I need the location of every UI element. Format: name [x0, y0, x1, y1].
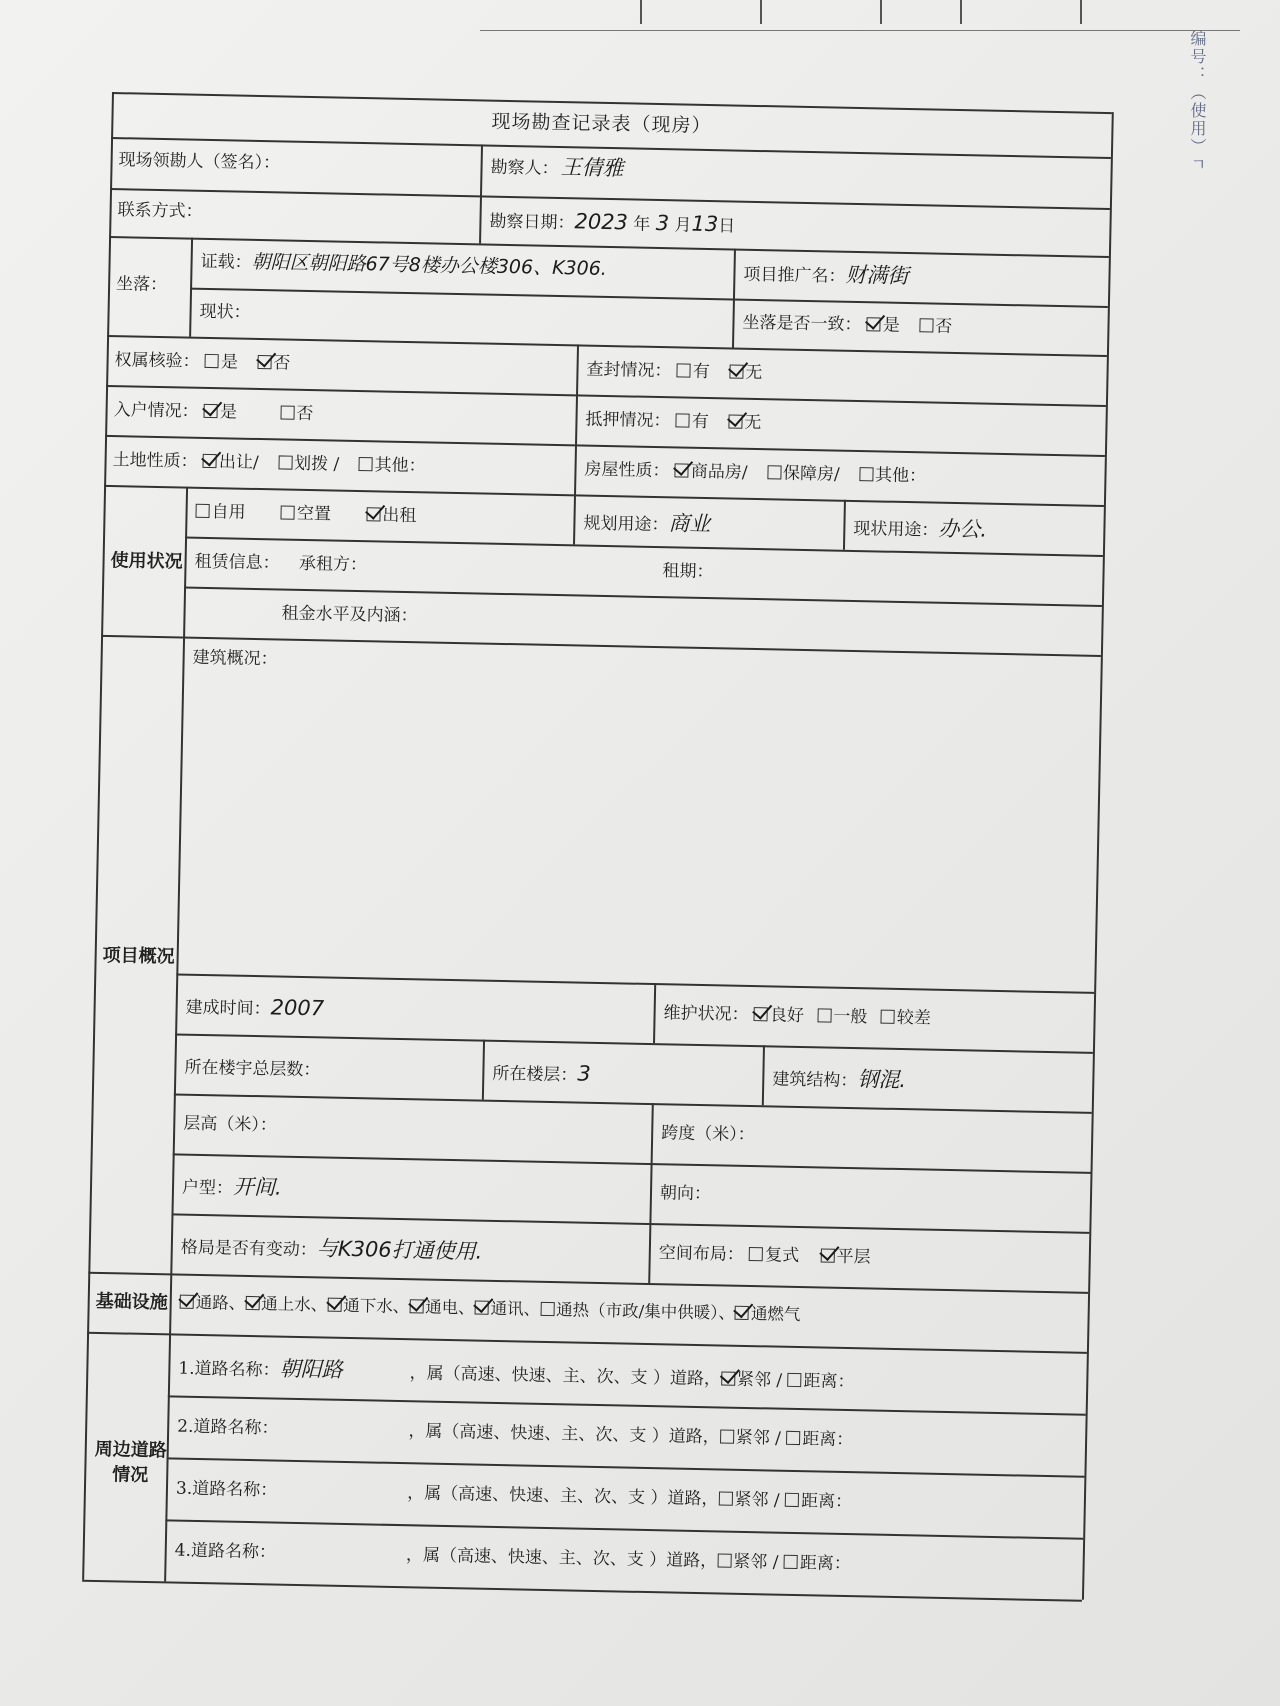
ownership-no-option[interactable]: 否 [257, 353, 290, 374]
house-label: 房屋性质： [584, 459, 670, 482]
lease-field [194, 551, 368, 576]
checkbox-icon [717, 1553, 731, 1567]
seal-no-option[interactable]: 无 [729, 362, 762, 383]
land-option-allocation[interactable]: 划拨 / [278, 453, 340, 474]
location-label: 坐落： [115, 274, 168, 296]
land-field [112, 452, 439, 476]
checkbox-icon [180, 1295, 194, 1309]
space-layout-field [659, 1245, 885, 1267]
structure-value: 钢混. [857, 1067, 907, 1093]
checkbox-icon [204, 404, 218, 418]
road-name-value [276, 1558, 406, 1561]
cert-value: 朝阳区朝阳路67号8楼办公楼306、K306. [251, 250, 608, 280]
checkbox-icon [749, 1247, 763, 1261]
date-month: 3 [655, 210, 670, 236]
road-distance-option[interactable]: 距离： [785, 1491, 852, 1512]
checkbox-icon [817, 1008, 831, 1022]
road-distance-option[interactable]: 距离： [784, 1553, 851, 1574]
checkbox-icon [859, 467, 873, 481]
layout-change-value: 与K306打通使用. [316, 1236, 483, 1264]
checkbox-icon [784, 1555, 798, 1569]
unit-type-label: 户型： [181, 1177, 234, 1199]
infrastructure-options [180, 1292, 801, 1325]
checkbox-icon [409, 1299, 423, 1313]
checkbox-icon [720, 1429, 734, 1443]
structure-label: 建筑结构： [772, 1069, 858, 1092]
road-adjacent-option[interactable]: 紧邻 [718, 1489, 768, 1510]
infrastructure-label: 基础设施 [95, 1290, 168, 1314]
structure-field [772, 1067, 906, 1091]
usage-options [195, 504, 430, 526]
cert-label: 证载： [200, 251, 252, 273]
infra-option-telecom[interactable]: 通讯、 [474, 1299, 540, 1319]
project-name-value: 财满街 [845, 262, 909, 289]
checkbox-icon [475, 1301, 489, 1315]
current-use-value: 办公. [938, 516, 988, 542]
maintenance-field [663, 1005, 945, 1028]
road-row-2: 2.道路名称： ，属（高速、快速、主、次、支 ）道路， 紧邻 / 距离： [177, 1416, 854, 1451]
built-time-value: 2007 [270, 995, 325, 1021]
date-year: 2023 [574, 209, 629, 235]
built-time-field [185, 996, 324, 1020]
layout-change-field [181, 1236, 483, 1263]
checkbox-icon [257, 355, 271, 369]
planned-use-label: 规划用途： [583, 513, 669, 536]
lease-label: 租赁信息： [194, 551, 280, 574]
house-option-other[interactable]: 其他： [859, 465, 926, 486]
checkbox-icon [754, 1007, 768, 1021]
checkbox-icon [278, 455, 292, 469]
checkbox-icon [867, 317, 881, 331]
checkbox-icon [675, 463, 689, 477]
space-option-duplex[interactable]: 复式 [749, 1245, 799, 1266]
floor-field [492, 1062, 591, 1085]
inspection-form [82, 92, 1216, 1626]
ownership-yes-option[interactable]: 是 [205, 352, 238, 373]
checkbox-icon [366, 507, 380, 521]
guide-label: 现场领勘人（签名）： [118, 150, 281, 174]
unit-type-field [182, 1176, 282, 1199]
infra-option-road[interactable]: 通路、 [180, 1293, 246, 1313]
maintenance-label: 维护状况： [663, 1003, 749, 1025]
mortgage-yes-option[interactable]: 有 [676, 411, 709, 432]
form-title: 现场勘查记录表（现房） [491, 110, 712, 138]
date-day-unit: 日 [718, 216, 736, 237]
date-label: 勘察日期： [489, 211, 575, 234]
checkbox-icon [728, 414, 742, 428]
usage-label: 使用状况 [110, 550, 183, 573]
checkbox-icon [718, 1491, 732, 1505]
consistent-yes-option[interactable]: 是 [867, 315, 900, 336]
infra-option-drainage[interactable]: 通下水、 [327, 1296, 409, 1317]
entry-label: 入户情况： [113, 400, 199, 422]
land-label: 土地性质： [112, 450, 198, 472]
checkbox-icon [245, 1296, 259, 1310]
entry-yes-option[interactable]: 是 [204, 402, 237, 423]
entry-no-option[interactable]: 否 [280, 403, 313, 424]
checkbox-icon [205, 354, 219, 368]
built-time-label: 建成时间： [185, 997, 271, 1020]
house-option-affordable[interactable]: 保障房/ [767, 463, 840, 484]
checkbox-icon [327, 1298, 341, 1312]
checkbox-icon [787, 1373, 801, 1387]
entry-field [113, 402, 327, 423]
mortgage-field [585, 409, 775, 434]
cert-field [200, 252, 607, 279]
seal-yes-option[interactable]: 有 [677, 361, 710, 382]
seal-field [586, 359, 776, 384]
usage-option-vacant[interactable]: 空置 [281, 503, 331, 524]
road-row-1: 1.道路名称：朝阳路 ，属（高速、快速、主、次、支 ）道路， 紧邻 / 距离： [178, 1356, 855, 1393]
maintenance-option-poor[interactable]: 较差 [881, 1008, 931, 1029]
seal-label: 查封情况： [586, 359, 672, 382]
road-adjacent-option[interactable]: 紧邻 [721, 1369, 771, 1390]
rent-label: 租金水平及内涵： [281, 603, 418, 627]
total-floors-field [184, 1056, 320, 1080]
checkbox-icon [919, 318, 933, 332]
inspector-value: 王倩雅 [560, 155, 624, 181]
consistent-label: 坐落是否一致： [742, 312, 862, 336]
land-option-other[interactable]: 其他： [358, 455, 425, 476]
checkbox-icon [729, 364, 743, 378]
total-floors-label: 所在楼宇总层数： [184, 1057, 321, 1081]
checkbox-icon [540, 1302, 554, 1316]
floor-height-label: 层高（米）： [183, 1113, 277, 1136]
checkbox-icon [676, 413, 690, 427]
date-month-unit: 月 [674, 215, 692, 236]
status-label: 现状： [199, 301, 251, 323]
margin-note: 编号：（使用）ㄱ [1188, 30, 1207, 174]
checkbox-icon [281, 505, 295, 519]
checkbox-icon [677, 363, 691, 377]
infra-option-heating[interactable]: 通热（市政/集中供暖）、 [540, 1300, 735, 1323]
checkbox-icon [195, 504, 209, 518]
date-field [489, 210, 735, 236]
checkbox-icon [785, 1493, 799, 1507]
ownership-label: 权属核验： [114, 350, 200, 372]
consistent-no-option[interactable]: 否 [919, 316, 952, 337]
checkbox-icon [203, 454, 217, 468]
layout-change-label: 格局是否有变动： [180, 1237, 317, 1261]
span-label: 跨度（米）： [661, 1123, 755, 1146]
term-label: 租期： [662, 561, 714, 583]
consistent-field [742, 312, 966, 337]
unit-type-value: 开间. [232, 1174, 282, 1200]
inspector-label: 勘察人： [490, 157, 559, 179]
mortgage-label: 抵押情况： [585, 409, 671, 432]
ownership-field [114, 352, 304, 373]
checkbox-icon [767, 465, 781, 479]
previous-page-edge [480, 0, 1240, 31]
orientation-label: 朝向： [659, 1183, 712, 1205]
checkbox-icon [721, 1371, 735, 1385]
floor-label: 所在楼层： [492, 1063, 578, 1086]
checkbox-icon [359, 457, 373, 471]
usage-option-self[interactable]: 自用 [195, 502, 245, 523]
maintenance-option-normal[interactable]: 一般 [817, 1006, 867, 1027]
house-option-commercial[interactable]: 商品房/ [675, 461, 748, 482]
planned-use-value: 商业 [668, 511, 711, 537]
maintenance-option-good[interactable]: 良好 [754, 1005, 804, 1026]
space-option-flat[interactable]: 平层 [820, 1246, 870, 1267]
building-overview-label: 建筑概况： [192, 647, 278, 670]
floor-value: 3 [577, 1061, 592, 1086]
house-field [584, 459, 940, 487]
date-year-unit: 年 [633, 214, 651, 235]
current-use-label: 现状用途： [853, 518, 939, 541]
contact-label: 联系方式： [117, 200, 203, 222]
checkbox-icon [280, 405, 294, 419]
project-name-label: 项目推广名： [743, 264, 846, 287]
usage-option-rent[interactable]: 出租 [366, 505, 416, 526]
checkbox-icon [881, 1010, 895, 1024]
current-use-field [853, 517, 987, 541]
planned-use-field [583, 512, 710, 536]
road-distance-option[interactable]: 距离： [786, 1429, 853, 1450]
date-day: 13 [691, 211, 719, 237]
infra-option-power[interactable]: 通电、 [409, 1297, 475, 1317]
checkbox-icon [820, 1248, 834, 1262]
road-name-value: 朝阳路 [279, 1356, 343, 1382]
road-distance-option[interactable]: 距离： [787, 1371, 854, 1392]
project-overview-label: 项目概况 [102, 944, 175, 968]
road-adjacent-option[interactable]: 紧邻 [720, 1427, 770, 1448]
road-name-value [277, 1496, 407, 1499]
road-name-value [278, 1434, 408, 1437]
road-adjacent-option[interactable]: 紧邻 [717, 1551, 767, 1572]
mortgage-no-option[interactable]: 无 [728, 412, 761, 433]
space-layout-label: 空间布局： [658, 1243, 744, 1265]
checkbox-icon [735, 1306, 749, 1320]
infra-option-water-supply[interactable]: 通上水、 [245, 1294, 327, 1315]
land-option-transfer[interactable]: 出让/ [203, 452, 259, 473]
project-name-field [743, 263, 908, 287]
road-row-4: 4.道路名称： ，属（高速、快速、主、次、支 ）道路， 紧邻 / 距离： [174, 1540, 851, 1575]
checkbox-icon [786, 1431, 800, 1445]
roads-label: 周边道路 情况 [94, 1438, 167, 1487]
road-row-3: 3.道路名称： ，属（高速、快速、主、次、支 ）道路， 紧邻 / 距离： [175, 1478, 853, 1513]
infra-option-gas[interactable]: 通燃气 [735, 1304, 801, 1324]
tenant-label: 承租方： [298, 553, 368, 576]
